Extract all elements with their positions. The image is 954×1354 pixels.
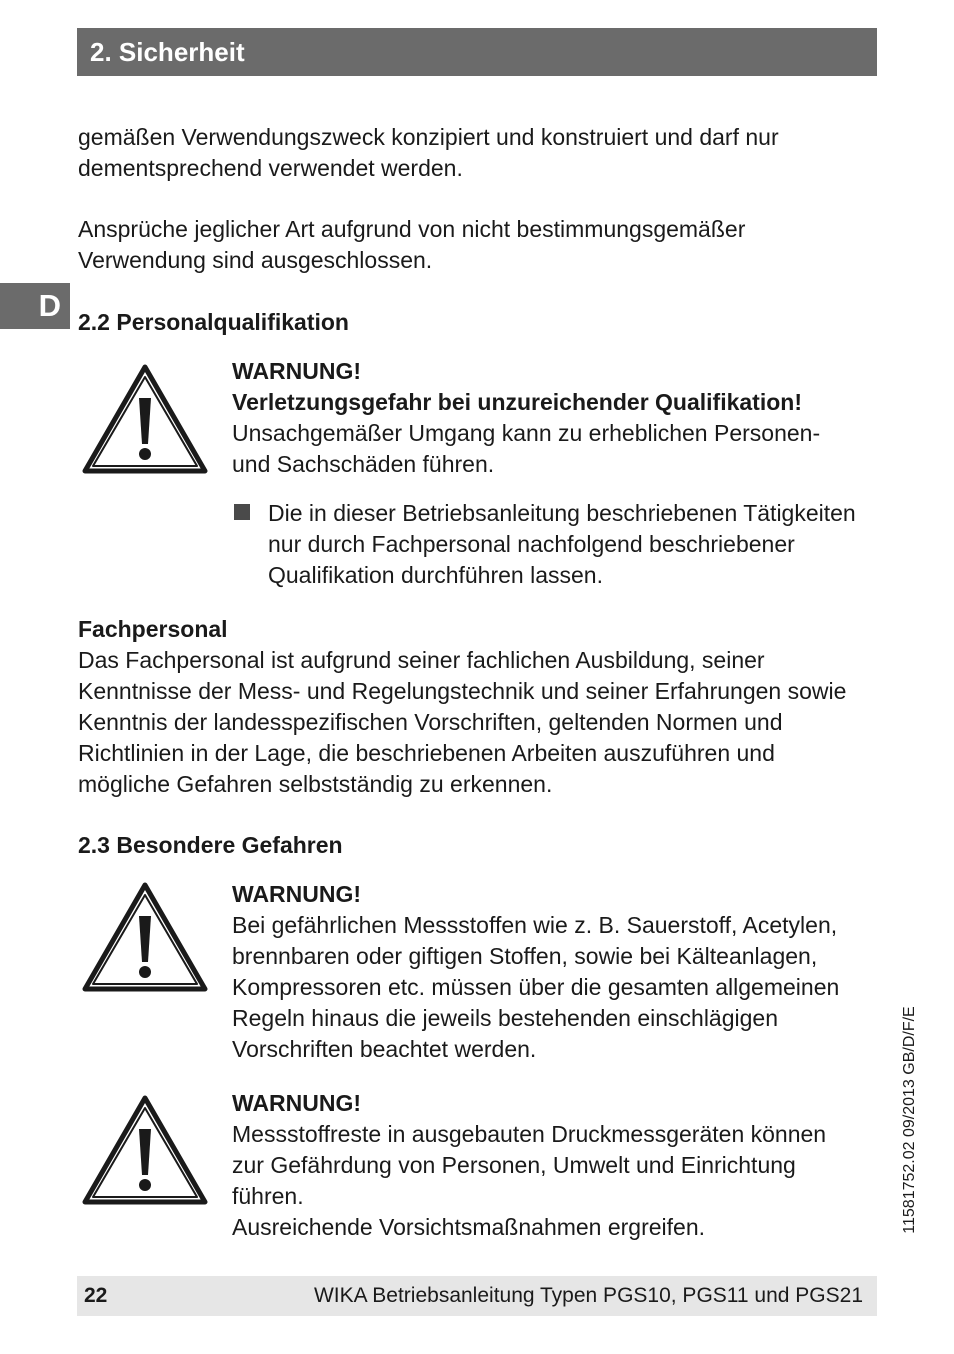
warning-triangle-icon (82, 1095, 208, 1205)
warning-title: WARNUNG! (232, 358, 362, 384)
language-tab (0, 283, 70, 329)
section-header (77, 28, 877, 76)
warning-triangle-icon (82, 364, 208, 474)
warning-subtitle: Verletzungsgefahr bei unzureichender Qualifikation! (232, 389, 802, 415)
fachpersonal-paragraph: Das Fachpersonal ist aufgrund seiner fachlichen Ausbildung, seiner Kenntnisse der Mess- und Regelungstechnik und seiner Erfahrungen sowie Kenntnis der landesspezifischen Vorschriften, geltenden Normen und Richtlinien in der Lage, die beschriebenen Arbeiten auszuführen und mögliche Gefahren selbstständig zu erkennen. (78, 647, 847, 797)
warning-title: WARNUNG! (232, 1090, 362, 1116)
section-title: 2. Sicherheit (90, 37, 245, 67)
warning-qualification (232, 356, 882, 480)
page-number: 22 (84, 1284, 108, 1307)
warning-triangle-icon (82, 882, 208, 992)
square-bullet-icon (234, 504, 250, 520)
footer-document-title: WIKA Betriebsanleitung Typen PGS10, PGS11 und PGS21 (313, 1284, 863, 1307)
heading-personalqualifikation: 2.2 Personalqualifikation (78, 309, 349, 335)
list-item-text: Die in dieser Betriebsanleitung beschriebenen Tätigkeiten nur durch Fachpersonal nachfolgend beschriebener Qualifikation durchführen lassen. (268, 500, 856, 588)
heading-fachpersonal: Fachpersonal (78, 616, 228, 642)
document-code (890, 990, 930, 1250)
intro-paragraph-1: gemäßen Verwendungszweck konzipiert und konstruiert und darf nur dementsprechend verwendet werden. (78, 124, 779, 181)
page-footer (77, 1276, 877, 1316)
warning-body: Unsachgemäßer Umgang kann zu erheblichen Personen- und Sachschäden führen. (232, 420, 821, 477)
intro-paragraph-2: Ansprüche jeglicher Art aufgrund von nicht bestimmungsgemäßer Verwendung sind ausgeschlossen. (78, 216, 746, 273)
document-code-text: 11581752.02 09/2013 GB/D/F/E (901, 1006, 918, 1234)
warning-title: WARNUNG! (232, 881, 362, 907)
warning-body: Messstoffreste in ausgebauten Druckmessgeräten können zur Gefährdung von Personen, Umwelt und Einrichtung führen. Ausreichende Vorsichtsmaßnahmen ergreifen. (232, 1121, 827, 1240)
heading-besondere-gefahren: 2.3 Besondere Gefahren (78, 832, 343, 858)
warning-hazardous-media (232, 879, 882, 1065)
language-tab-label: D (38, 288, 61, 323)
list-item (232, 498, 882, 591)
warning-body: Bei gefährlichen Messstoffen wie z. B. Sauerstoff, Acetylen, brennbaren oder giftigen Stoffen, sowie bei Kälteanlagen, Kompressoren etc. müssen über die gesamten allgemeinen Regeln hinaus die jeweils bestehenden einschlägigen Vorschriften beachtet werden. (232, 912, 840, 1062)
warning-residual-media (232, 1088, 882, 1243)
